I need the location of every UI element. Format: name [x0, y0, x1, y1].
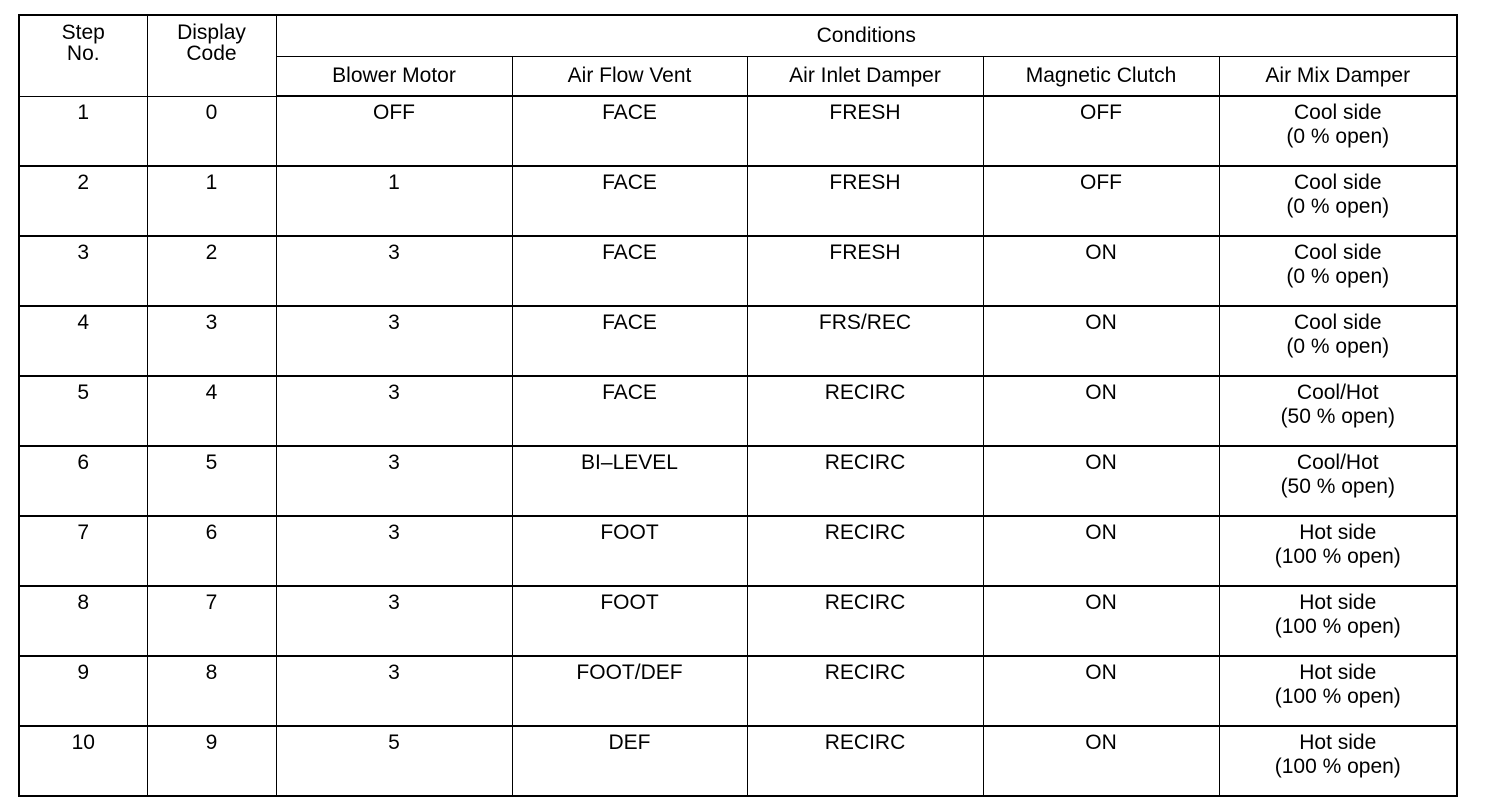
cell-display-code: 5 [147, 446, 276, 516]
cell-air-flow-vent: BI–LEVEL [512, 446, 747, 516]
table-row [19, 586, 1457, 656]
air-mix-opening: (0 % open) [1286, 335, 1390, 358]
air-mix-opening: (100 % open) [1274, 685, 1401, 708]
header-blower-motor: Blower Motor [276, 57, 512, 97]
air-mix-opening: (100 % open) [1274, 545, 1401, 568]
cell-air-flow-vent: FACE [512, 166, 747, 236]
cell-air-mix-damper [1219, 166, 1457, 236]
air-mix-position: Cool/Hot [1296, 451, 1379, 474]
cell-air-flow-vent: FACE [512, 96, 747, 166]
cell-step-no: 6 [19, 446, 147, 516]
air-mix-opening: (0 % open) [1286, 265, 1390, 288]
table-row [19, 96, 1457, 166]
air-mix-opening: (0 % open) [1286, 125, 1390, 148]
air-mix-opening: (50 % open) [1280, 475, 1395, 498]
table-row [19, 726, 1457, 796]
table-row [19, 516, 1457, 586]
cell-magnetic-clutch: ON [983, 306, 1219, 376]
cell-air-inlet-damper: FRS/REC [747, 306, 983, 376]
cell-blower-motor: 3 [276, 236, 512, 306]
cell-air-inlet-damper: FRESH [747, 166, 983, 236]
ac-self-diagnosis-table [18, 14, 1458, 797]
cell-air-flow-vent: FACE [512, 236, 747, 306]
cell-magnetic-clutch: ON [983, 726, 1219, 796]
cell-step-no: 5 [19, 376, 147, 446]
cell-magnetic-clutch: OFF [983, 96, 1219, 166]
cell-step-no: 1 [19, 96, 147, 166]
cell-blower-motor: 3 [276, 586, 512, 656]
cell-step-no: 9 [19, 656, 147, 726]
table-body [19, 96, 1457, 796]
cell-display-code: 6 [147, 516, 276, 586]
cell-step-no: 8 [19, 586, 147, 656]
air-mix-position: Cool side [1293, 241, 1382, 264]
header-air-flow-vent: Air Flow Vent [512, 57, 747, 97]
table-row [19, 446, 1457, 516]
cell-air-mix-damper [1219, 656, 1457, 726]
cell-air-inlet-damper: FRESH [747, 96, 983, 166]
cell-blower-motor: 3 [276, 376, 512, 446]
air-mix-position: Hot side [1299, 591, 1377, 614]
cell-air-flow-vent: DEF [512, 726, 747, 796]
header-magnetic-clutch: Magnetic Clutch [983, 57, 1219, 97]
cell-air-mix-damper [1219, 306, 1457, 376]
cell-magnetic-clutch: OFF [983, 166, 1219, 236]
cell-blower-motor: OFF [276, 96, 512, 166]
cell-blower-motor: 1 [276, 166, 512, 236]
cell-air-mix-damper [1219, 726, 1457, 796]
cell-step-no: 2 [19, 166, 147, 236]
cell-air-mix-damper [1219, 96, 1457, 166]
header-conditions: Conditions [276, 15, 1457, 57]
header-air-inlet-damper: Air Inlet Damper [747, 57, 983, 97]
air-mix-opening: (100 % open) [1274, 615, 1401, 638]
cell-air-inlet-damper: FRESH [747, 236, 983, 306]
cell-step-no: 3 [19, 236, 147, 306]
air-mix-position: Hot side [1299, 661, 1377, 684]
specification-table-container [18, 14, 1456, 797]
cell-air-flow-vent: FACE [512, 306, 747, 376]
cell-air-mix-damper [1219, 586, 1457, 656]
cell-display-code: 4 [147, 376, 276, 446]
air-mix-position: Cool side [1293, 171, 1382, 194]
table-header [19, 15, 1457, 96]
air-mix-position: Cool side [1293, 101, 1382, 124]
header-display-code: Display Code [147, 15, 276, 96]
cell-air-mix-damper [1219, 376, 1457, 446]
cell-step-no: 4 [19, 306, 147, 376]
cell-blower-motor: 3 [276, 656, 512, 726]
cell-air-inlet-damper: RECIRC [747, 726, 983, 796]
cell-air-inlet-damper: RECIRC [747, 516, 983, 586]
cell-display-code: 0 [147, 96, 276, 166]
air-mix-opening: (50 % open) [1280, 405, 1395, 428]
cell-display-code: 7 [147, 586, 276, 656]
header-step-no: Step No. [19, 15, 147, 96]
cell-magnetic-clutch: ON [983, 376, 1219, 446]
cell-display-code: 8 [147, 656, 276, 726]
air-mix-position: Cool/Hot [1296, 381, 1379, 404]
cell-air-inlet-damper: RECIRC [747, 376, 983, 446]
cell-blower-motor: 3 [276, 446, 512, 516]
cell-blower-motor: 3 [276, 306, 512, 376]
cell-air-inlet-damper: RECIRC [747, 446, 983, 516]
air-mix-opening: (0 % open) [1286, 195, 1390, 218]
air-mix-position: Hot side [1299, 521, 1377, 544]
cell-magnetic-clutch: ON [983, 236, 1219, 306]
cell-blower-motor: 3 [276, 516, 512, 586]
air-mix-opening: (100 % open) [1274, 755, 1401, 778]
cell-display-code: 1 [147, 166, 276, 236]
cell-air-flow-vent: FOOT [512, 516, 747, 586]
cell-display-code: 3 [147, 306, 276, 376]
table-row [19, 236, 1457, 306]
cell-air-inlet-damper: RECIRC [747, 586, 983, 656]
table-row [19, 306, 1457, 376]
cell-display-code: 9 [147, 726, 276, 796]
cell-step-no: 10 [19, 726, 147, 796]
cell-air-mix-damper [1219, 446, 1457, 516]
cell-magnetic-clutch: ON [983, 586, 1219, 656]
air-mix-position: Hot side [1299, 731, 1377, 754]
header-air-mix-damper: Air Mix Damper [1219, 57, 1457, 97]
cell-air-mix-damper [1219, 236, 1457, 306]
cell-display-code: 2 [147, 236, 276, 306]
cell-air-flow-vent: FACE [512, 376, 747, 446]
table-row [19, 166, 1457, 236]
cell-step-no: 7 [19, 516, 147, 586]
cell-blower-motor: 5 [276, 726, 512, 796]
cell-air-inlet-damper: RECIRC [747, 656, 983, 726]
table-row [19, 376, 1457, 446]
cell-magnetic-clutch: ON [983, 516, 1219, 586]
cell-air-flow-vent: FOOT/DEF [512, 656, 747, 726]
air-mix-position: Cool side [1293, 311, 1382, 334]
cell-magnetic-clutch: ON [983, 656, 1219, 726]
cell-magnetic-clutch: ON [983, 446, 1219, 516]
table-row [19, 656, 1457, 726]
cell-air-flow-vent: FOOT [512, 586, 747, 656]
cell-air-mix-damper [1219, 516, 1457, 586]
